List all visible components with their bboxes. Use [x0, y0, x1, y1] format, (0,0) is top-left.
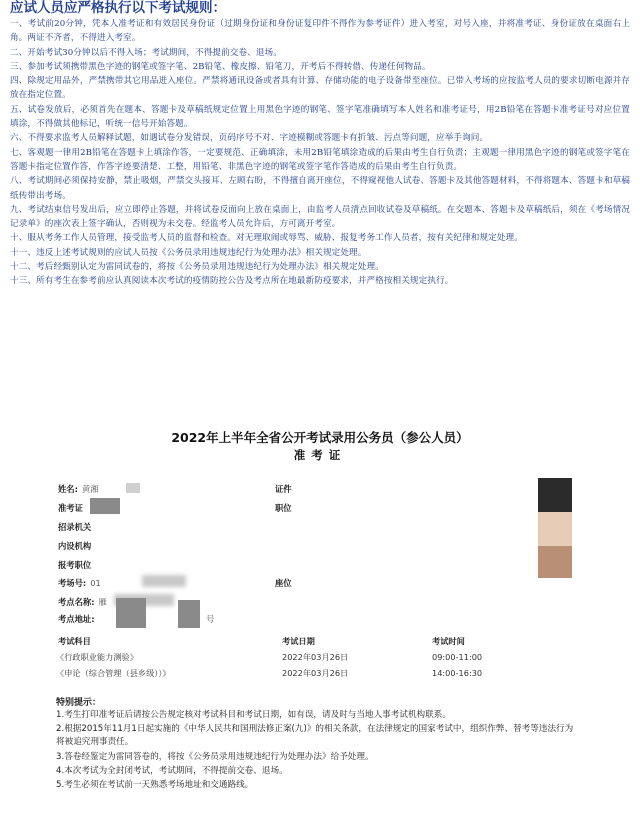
rule-item: 一、考试前20分钟，凭本人准考证和有效居民身份证（过期身份证和身份证复印件不得作为参考证件）进入考室，对号入座，并将准考证、身份证放在桌面右上角。两证不齐者，不得进入考室。 — [10, 19, 630, 44]
photo-neck — [538, 546, 572, 578]
schedule-date: 2022年03月26日 — [282, 668, 349, 678]
exam-address-field — [58, 613, 95, 625]
applied-position-field — [58, 559, 91, 571]
exam-site-value: 雁 — [98, 597, 107, 607]
position-label: 职位 — [275, 503, 292, 513]
recruit-agency-label: 招录机关 — [58, 522, 92, 532]
position-field — [275, 502, 292, 514]
schedule-time: 14:00-16:30 — [432, 668, 483, 678]
photo-hair — [538, 478, 572, 512]
candidate-photo — [538, 478, 572, 578]
note-item: 5.考生必须在考试前一天熟悉考场地址和交通路线。 — [56, 780, 254, 790]
name-value: 黄湘 — [81, 484, 99, 494]
rule-item: 四、除规定用品外，严禁携带其它用品进入座位。严禁将通讯设备或者具有计算、存储功能的电子设备带至座位。已带入考场的应按监考人员的要求切断电源并存放在指定位置。 — [10, 76, 630, 101]
note-item: 4.本次考试为全封闭考试，考试期间，不得提前交卷、退场。 — [56, 766, 288, 776]
note-item: 2.根据2015年11月1日起实施的《中华人民共和国刑法修正案(九)》的相关条款，在法律规定的国家考试中，组织作弊、替考等违法行为将被追究刑事责任。 — [56, 724, 574, 748]
schedule-subject: 《行政职业能力测验》 — [56, 652, 138, 662]
name-redaction — [126, 483, 140, 493]
note-item: 1.考生打印准考证后请按公告规定核对考试科目和考试日期，如有误，请及时与当地人事考试机构联系。 — [56, 710, 451, 720]
schedule-header-time: 考试时间 — [432, 636, 465, 646]
internal-dept-label: 内设机构 — [58, 541, 92, 551]
rule-item: 十一、违反上述考试规则的应试人员按《公务员录用违规违纪行为处理办法》相关规定处理。 — [10, 247, 367, 258]
schedule-subject: 《申论（综合管理（县乡级））》 — [56, 668, 171, 678]
rule-item: 三、参加考试须携带黑色字迹的钢笔或签字笔、2B铅笔、橡皮擦、铅笔刀，开考后不得转借、传递任何物品。 — [10, 61, 431, 72]
id-number-label: 证件 — [275, 484, 292, 494]
name-label: 姓名: — [58, 484, 78, 494]
address-suffix — [202, 613, 214, 625]
rules-title: 应试人员应严格执行以下考试规则： — [10, 0, 226, 16]
rule-item: 九、考试结束信号发出后，应立即停止答题，并将试卷反面向上放在桌面上，由监考人员清点回收试卷及草稿纸。在交题本、答题卡及草稿纸后，须在《考场情况记录单》的座次表上签字确认，否则视为未交卷。经监考人员允许后，方可离开考室。 — [10, 204, 630, 230]
rule-item: 七、客观题一律用2B铅笔在答题卡上填涂作答，一定要规范、正确填涂，未用2B铅笔填涂造成的后果由考生自行负责；主观题一律用黑色字迹的钢笔或签字笔在答题卡指定位置作答，作答字迹要清楚、工整，用铅笔、非黑色字迹的钢笔或签字笔作答造成的后果由考生自行负责。 — [10, 147, 630, 172]
photo-face — [538, 512, 572, 546]
seat-field — [275, 577, 292, 589]
recruit-agency-field — [58, 521, 91, 533]
ticket-title: 2022年上半年全省公开考试录用公务员（参公人员） — [171, 430, 469, 445]
exam-room-field — [58, 577, 101, 589]
note-item: 3.答卷经鉴定为雷同答卷的，将按《公务员录用违规违纪行为处理办法》给予处理。 — [56, 752, 374, 762]
exam-rules-section — [10, 0, 630, 289]
schedule-time: 09:00-11:00 — [432, 652, 483, 662]
exam-room-value: 01 — [90, 578, 101, 588]
applied-position-label: 报考职位 — [58, 560, 92, 570]
name-field — [58, 483, 99, 495]
address-redaction-2 — [178, 600, 200, 628]
id-number-field — [275, 483, 292, 495]
exam-room-redaction — [142, 575, 186, 587]
internal-dept-field — [58, 540, 91, 552]
notes-title: 特别提示： — [56, 698, 102, 708]
schedule-date: 2022年03月26日 — [282, 652, 349, 662]
rule-item: 十二、考后经甄别认定为雷同试卷的，将按《公务员录用违规违纪行为处理办法》相关规定处理。 — [10, 262, 384, 273]
address-suffix-text: 号 — [206, 614, 215, 624]
exam-address-label: 考点地址: — [58, 614, 95, 624]
ticket-number-redaction — [90, 498, 120, 514]
exam-site-field — [58, 596, 107, 608]
ticket-number-field — [58, 502, 83, 514]
exam-site-label: 考点名称: — [58, 597, 95, 607]
seat-label: 座位 — [275, 578, 292, 588]
schedule-header-subject: 考试科目 — [58, 636, 91, 646]
rule-item: 六、不得要求监考人员解释试题，如遇试卷分发错误，页码序号不对、字迹模糊或答题卡有折皱、污点等问题，应举手询问。 — [10, 133, 489, 144]
rule-item: 八、考试期间必须保持安静，禁止吸烟，严禁交头接耳、左顾右盼，不得擅自离开座位，不得窥视他人试卷、答题卡及其他答题材料，不得将题本、答题卡和草稿纸传带出考场。 — [10, 176, 630, 201]
rule-item: 二、开始考试30分钟以后不得入场；考试期间，不得提前交卷、退场。 — [10, 47, 282, 58]
address-redaction-1 — [116, 598, 146, 628]
ticket-subtitle: 准考证 — [293, 448, 347, 462]
admission-ticket — [50, 428, 590, 808]
schedule-header-date: 考试日期 — [282, 636, 315, 646]
rule-item: 十三、所有考生在参考前应认真阅读本次考试的疫情防控公告及考点所在地最新防疫要求，并严格按相关规定执行。 — [10, 276, 454, 287]
rule-item: 五、试卷发放后，必须首先在题本、答题卡及草稿纸规定位置上用黑色字迹的钢笔、签字笔准确填写本人姓名和准考证号，用2B铅笔在答题卡准考证号对应位置填涂，不得做其他标记，听统一信号开始答题。 — [10, 104, 630, 130]
ticket-number-label: 准考证 — [58, 503, 83, 513]
rule-item: 十、服从考务工作人员管理，接受监考人员的监督和检查。对无理取闹或辱骂、威胁、报复考务工作人员者，按有关纪律和规定处理。 — [10, 233, 523, 244]
exam-room-label: 考场号: — [58, 578, 87, 588]
